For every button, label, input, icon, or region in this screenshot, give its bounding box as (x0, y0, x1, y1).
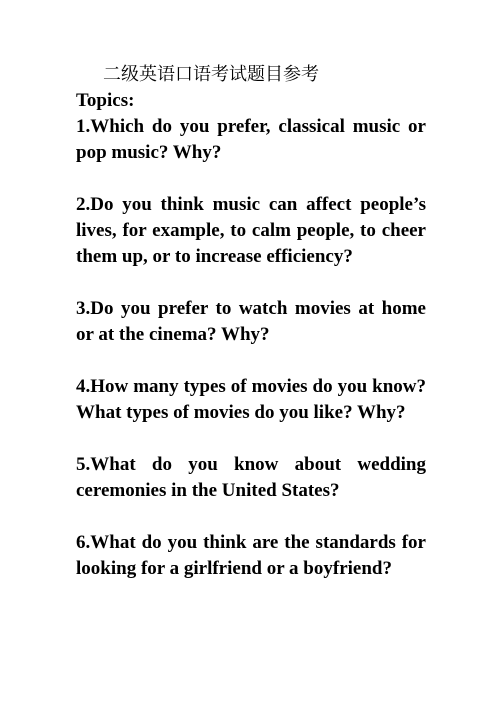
question-5: 5.What do you know about wedding ceremonies in the United States? (76, 454, 426, 501)
question-4: 4.How many types of movies do you know? What types of movies do you like? Why? (76, 376, 426, 423)
question-2: 2.Do you think music can affect people’s lives, for example, to calm people, to cheer them up, or to increase efficiency? (76, 194, 426, 267)
document-page (76, 62, 426, 582)
document-title: 二级英语口语考试题目参考 (103, 64, 319, 85)
topics-heading: Topics: (76, 90, 135, 111)
question-1: 1.Which do you prefer, classical music or pop music? Why? (76, 116, 426, 163)
question-3: 3.Do you prefer to watch movies at home or at the cinema? Why? (76, 298, 426, 345)
question-6: 6.What do you think are the standards for looking for a girlfriend or a boyfriend? (76, 532, 426, 579)
